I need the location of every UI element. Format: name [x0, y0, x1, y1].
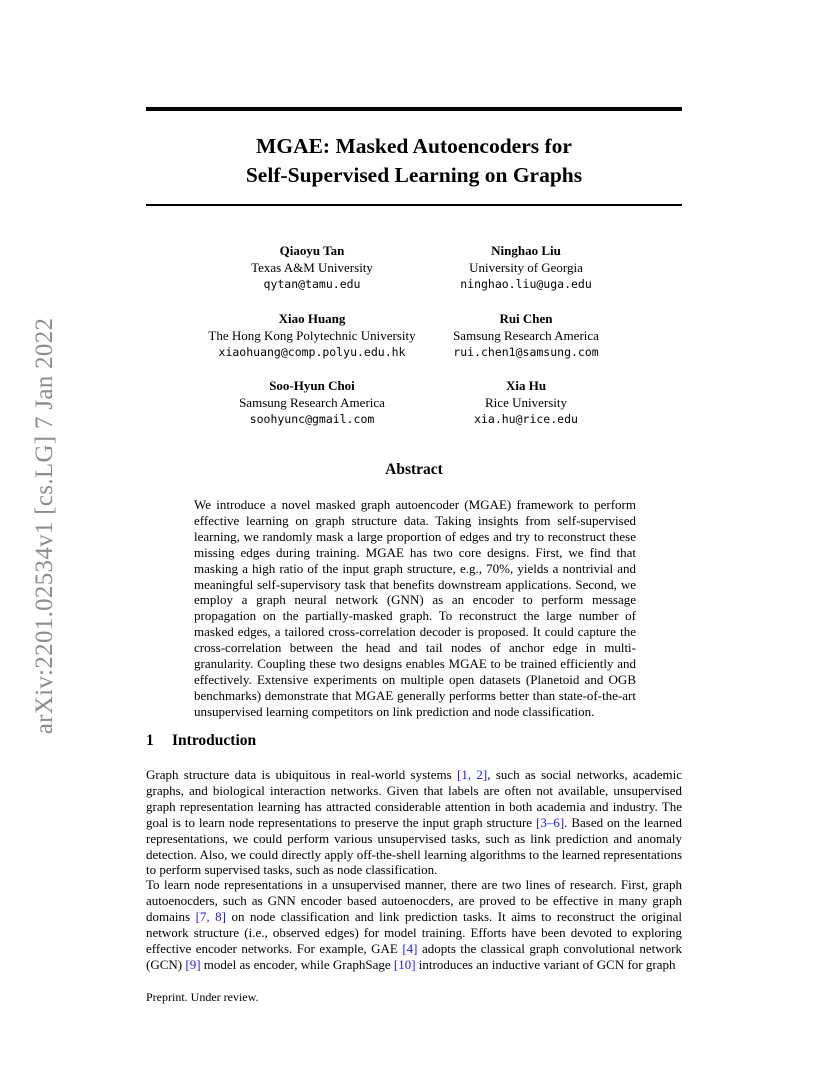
author-block — [386, 378, 666, 428]
text-run: , such as social networks, academic graphs, and biological interaction networks. Given that labels are often not available, unsupervised graph representation learning has attracted considerable attention in both academia and industry. The goal is to learn node representations to preserve the input graph structure — [146, 767, 682, 830]
text-run: . Based on the learned representations, we could perform various unsupervised tasks, such as link prediction and anomaly detection. Also, we could directly apply off-the-shell learning algorithms to the learned representations to perform supervised tasks, such as node classification. — [146, 814, 682, 878]
title-top-rule — [146, 107, 682, 111]
preprint-footer: Preprint. Under review. — [146, 990, 259, 1004]
text-run: adopts the classical graph convolutional network (GCN) — [146, 940, 682, 972]
citation-link[interactable]: [9] — [185, 956, 201, 972]
author-email[interactable]: xiaohuang@comp.polyu.edu.hk — [218, 345, 406, 359]
author-name: Xiao Huang — [278, 311, 346, 326]
intro-paragraph-2 — [146, 877, 682, 972]
author-affiliation: Texas A&M University — [251, 259, 373, 275]
intro-paragraph-1 — [146, 767, 682, 878]
citation-link[interactable]: [3–6] — [535, 814, 565, 830]
author-name: Rui Chen — [499, 311, 553, 326]
author-email[interactable]: qytan@tamu.edu — [263, 277, 361, 291]
author-name: Qiaoyu Tan — [279, 243, 345, 258]
author-name: Ninghao Liu — [491, 243, 561, 258]
section-number: 1 — [146, 732, 154, 749]
paper-title — [146, 132, 682, 190]
text-run: Graph structure data is ubiquitous in real-world systems — [146, 767, 458, 782]
citation-link[interactable]: [7, 8] — [195, 908, 226, 924]
author-block — [386, 243, 666, 293]
author-affiliation: Rice University — [485, 394, 567, 410]
title-line-2: Self-Supervised Learning on Graphs — [245, 163, 583, 187]
arxiv-stamp: arXiv:2201.02534v1 [cs.LG] 7 Jan 2022 — [31, 317, 58, 735]
section-heading — [146, 732, 256, 750]
citation-link[interactable]: [4] — [402, 940, 418, 956]
author-affiliation: The Hong Kong Polytechnic University — [208, 327, 416, 343]
text-run: model as encoder, while GraphSage — [200, 956, 394, 972]
text-run: To learn node representations in a unsupervised manner, there are two lines of research. First, graph autoenocders, such as GNN encoder based autoenocders, are proved to be effective in many graph domains — [146, 877, 682, 924]
author-email[interactable]: ninghao.liu@uga.edu — [460, 277, 592, 291]
author-email[interactable]: xia.hu@rice.edu — [474, 412, 578, 426]
title-bottom-rule — [146, 204, 682, 206]
title-line-1: MGAE: Masked Autoencoders for — [256, 134, 572, 158]
author-block — [386, 311, 666, 361]
author-email[interactable]: soohyunc@gmail.com — [249, 412, 375, 426]
abstract-text: We introduce a novel masked graph autoencoder (MGAE) framework to perform effective learning on graph structure data. Taking insights from self-supervised learning, we randomly mask a large proportion of edges and try to reconstruct these missing edges during training. MGAE has two core designs. First, we find that masking a high ratio of the input graph structure, e.g., 70%, yields a nontrivial and meaningful self-supervisory task that benefits downstream applications. Second, we employ a graph neural network (GNN) as an encoder to perform message propagation on the partially-masked graph. To reconstruct the large number of masked edges, a tailored cross-correlation decoder is proposed. It could capture the cross-correlation between the head and tail nodes of anchor edge in multi-granularity. Coupling these two designs enables MGAE to be trained efficiently and effectively. Extensive experiments on multiple open datasets (Planetoid and OGB benchmarks) demonstrate that MGAE generally performs better than state-of-the-art unsupervised learning competitors on link prediction and node classification. — [194, 497, 636, 719]
text-run: introduces an inductive variant of GCN for graph — [415, 956, 676, 972]
citation-link[interactable]: [1, 2] — [457, 767, 488, 782]
author-affiliation: Samsung Research America — [239, 394, 385, 410]
author-email[interactable]: rui.chen1@samsung.com — [453, 345, 599, 359]
author-name: Xia Hu — [505, 378, 547, 393]
author-affiliation: University of Georgia — [469, 259, 583, 275]
text-run: on node classification and link prediction tasks. It aims to reconstruct the original network structure (i.e., observed edges) for model training. Efforts have been devoted to exploring effective encoder networks. For example, GAE — [146, 908, 682, 956]
citation-link[interactable]: [10] — [393, 956, 416, 972]
author-name: Soo-Hyun Choi — [269, 378, 355, 393]
author-affiliation: Samsung Research America — [453, 327, 599, 343]
section-title: Introduction — [172, 732, 257, 749]
abstract-heading: Abstract — [385, 461, 443, 478]
